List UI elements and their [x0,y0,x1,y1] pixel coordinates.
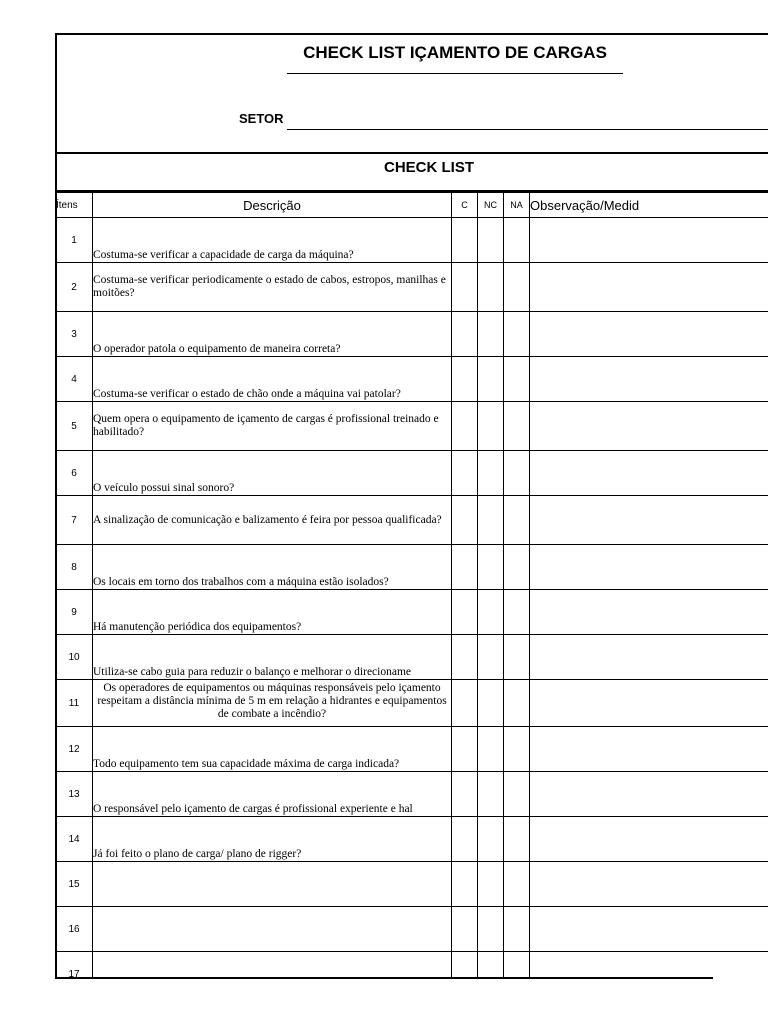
check-cell-nc[interactable] [478,218,504,263]
check-cell-nc[interactable] [478,635,504,680]
check-cell-na[interactable] [504,357,530,402]
frame-bottom-border [55,977,713,979]
check-cell-nc[interactable] [478,312,504,357]
column-header-nc: NC [478,193,504,218]
check-cell-na[interactable] [504,907,530,952]
check-cell-nc[interactable] [478,680,504,727]
check-cell-c[interactable] [452,402,478,451]
setor-label: SETOR [239,111,284,126]
observation-cell[interactable] [530,680,768,727]
table-row [56,312,768,357]
check-cell-na[interactable] [504,590,530,635]
check-cell-nc[interactable] [478,817,504,862]
table-row [56,545,768,590]
item-description: Costuma-se verificar o estado de chão onde a máquina vai patolar? [93,357,452,402]
table-row [56,952,768,980]
item-number: 5 [56,402,93,451]
check-cell-nc[interactable] [478,402,504,451]
column-header-na: NA [504,193,530,218]
table-row [56,590,768,635]
item-description: Já foi feito o plano de carga/ plano de rigger? [93,817,452,862]
item-number: 15 [56,862,93,907]
item-number: 2 [56,263,93,312]
item-number: 3 [56,312,93,357]
observation-cell[interactable] [530,263,768,312]
item-number: 1 [56,218,93,263]
check-cell-nc[interactable] [478,907,504,952]
item-number: 4 [56,357,93,402]
item-description: O veículo possui sinal sonoro? [93,451,452,496]
check-cell-na[interactable] [504,772,530,817]
check-cell-nc[interactable] [478,451,504,496]
observation-cell[interactable] [530,907,768,952]
check-cell-c[interactable] [452,952,478,980]
title-underline [287,73,623,74]
item-description: Costuma-se verificar periodicamente o estado de cabos, estropos, manilhas e moitões? [93,263,452,312]
check-cell-na[interactable] [504,451,530,496]
table-row [56,496,768,545]
table-row [56,907,768,952]
check-cell-na[interactable] [504,680,530,727]
item-description [93,907,452,952]
check-cell-c[interactable] [452,817,478,862]
table-row [56,727,768,772]
item-number: 10 [56,635,93,680]
check-cell-na[interactable] [504,496,530,545]
item-description: Costuma-se verificar a capacidade de carga da máquina? [93,218,452,263]
item-number: 6 [56,451,93,496]
check-cell-nc[interactable] [478,952,504,980]
observation-cell[interactable] [530,218,768,263]
check-cell-nc[interactable] [478,862,504,907]
checklist-sheet [55,33,768,979]
table-header-row [56,193,768,218]
item-description: O responsável pelo içamento de cargas é profissional experiente e hal [93,772,452,817]
item-description [93,862,452,907]
check-cell-nc[interactable] [478,263,504,312]
table-row [56,862,768,907]
item-description: A sinalização de comunicação e balizamento é feira por pessoa qualificada? [93,496,452,545]
check-cell-nc[interactable] [478,590,504,635]
document-title: CHECK LIST IÇAMENTO DE CARGAS [303,43,607,62]
check-cell-na[interactable] [504,312,530,357]
item-number: 9 [56,590,93,635]
check-cell-c[interactable] [452,680,478,727]
item-description: Utiliza-se cabo guia para reduzir o balanço e melhorar o direcioname [93,635,452,680]
observation-cell[interactable] [530,451,768,496]
check-cell-c[interactable] [452,862,478,907]
item-number: 16 [56,907,93,952]
checklist-heading: CHECK LIST [384,159,474,176]
item-number: 14 [56,817,93,862]
check-cell-c[interactable] [452,357,478,402]
column-header-itens: Ítens [56,193,93,218]
check-cell-na[interactable] [504,817,530,862]
section-divider [55,152,768,154]
table-row [56,817,768,862]
observation-cell[interactable] [530,727,768,772]
item-description: Quem opera o equipamento de içamento de cargas é profissional treinado e habilitado? [93,402,452,451]
observation-cell[interactable] [530,312,768,357]
check-cell-c[interactable] [452,727,478,772]
item-number: 12 [56,727,93,772]
observation-cell[interactable] [530,496,768,545]
check-cell-c[interactable] [452,312,478,357]
observation-cell[interactable] [530,545,768,590]
table-row [56,680,768,727]
table-row [56,402,768,451]
check-cell-c[interactable] [452,545,478,590]
check-cell-c[interactable] [452,590,478,635]
setor-field-line[interactable] [287,129,768,130]
table-row [56,772,768,817]
check-cell-c[interactable] [452,635,478,680]
frame-top-border [55,33,768,35]
item-description: Há manutenção periódica dos equipamentos? [93,590,452,635]
check-cell-na[interactable] [504,402,530,451]
observation-cell[interactable] [530,862,768,907]
item-description: Todo equipamento tem sua capacidade máxima de carga indicada? [93,727,452,772]
table-row [56,357,768,402]
column-header-descricao: Descrição [93,193,452,218]
item-number: 7 [56,496,93,545]
item-number: 11 [56,680,93,727]
check-cell-na[interactable] [504,862,530,907]
table-row [56,218,768,263]
table-row [56,451,768,496]
checklist-table [55,192,768,979]
check-cell-na[interactable] [504,545,530,590]
table-row [56,635,768,680]
check-cell-na[interactable] [504,635,530,680]
observation-cell[interactable] [530,590,768,635]
column-header-c: C [452,193,478,218]
observation-cell[interactable] [530,357,768,402]
item-description: O operador patola o equipamento de maneira correta? [93,312,452,357]
item-number: 13 [56,772,93,817]
observation-cell[interactable] [530,817,768,862]
check-cell-c[interactable] [452,263,478,312]
column-header-observacao: Observação/Medid [530,193,768,218]
observation-cell[interactable] [530,952,768,980]
check-cell-nc[interactable] [478,727,504,772]
item-number: 8 [56,545,93,590]
check-cell-c[interactable] [452,218,478,263]
item-number: 17 [56,952,93,980]
check-cell-c[interactable] [452,496,478,545]
check-cell-na[interactable] [504,263,530,312]
check-cell-c[interactable] [452,451,478,496]
check-cell-c[interactable] [452,772,478,817]
check-cell-na[interactable] [504,218,530,263]
item-description [93,952,452,980]
table-row [56,263,768,312]
check-cell-nc[interactable] [478,772,504,817]
check-cell-nc[interactable] [478,545,504,590]
check-cell-na[interactable] [504,952,530,980]
observation-cell[interactable] [530,402,768,451]
item-description: Os locais em torno dos trabalhos com a máquina estão isolados? [93,545,452,590]
observation-cell[interactable] [530,635,768,680]
observation-cell[interactable] [530,772,768,817]
check-cell-nc[interactable] [478,357,504,402]
check-cell-nc[interactable] [478,496,504,545]
item-description: Os operadores de equipamentos ou máquinas responsáveis pelo içamento respeitam a distância mínima de 5 m em relação a hidrantes e equipamentos de combate a incêndio? [93,680,452,727]
check-cell-na[interactable] [504,727,530,772]
check-cell-c[interactable] [452,907,478,952]
